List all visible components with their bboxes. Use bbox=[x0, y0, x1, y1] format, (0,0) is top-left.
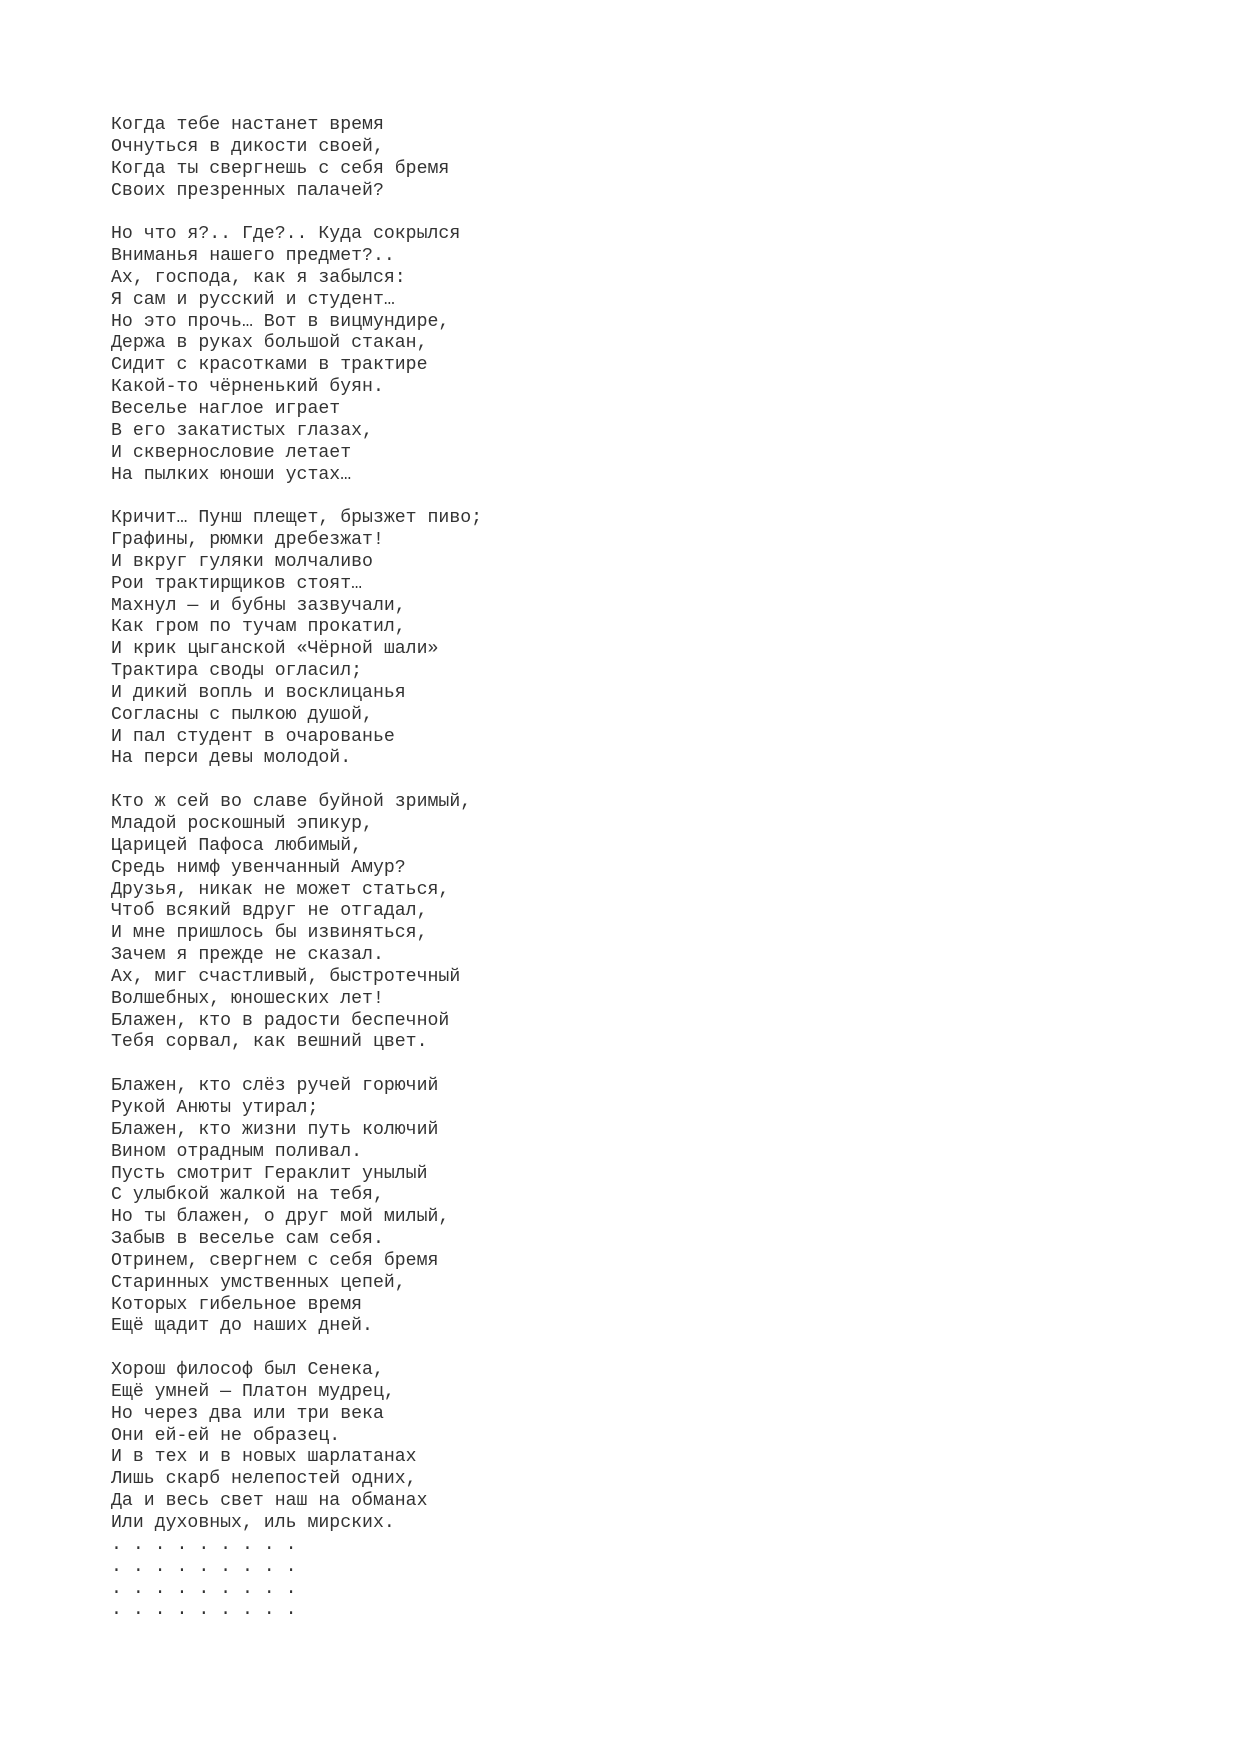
stanza-2 bbox=[111, 224, 1111, 486]
verse-line: Кричит… Пунш плещет, брызжет пиво; bbox=[111, 508, 483, 529]
verse-line: Рои трактирщиков стоят… bbox=[111, 573, 363, 594]
verse-line: Графины, рюмки дребезжат! bbox=[111, 530, 384, 551]
verse-line: Лишь скарб нелепостей одних, bbox=[111, 1469, 417, 1490]
verse-line: Согласны с пылкою душой, bbox=[111, 704, 373, 725]
verse-line: Блажен, кто в радости беспечной bbox=[111, 1010, 450, 1031]
stanza-4 bbox=[111, 792, 1111, 1054]
verse-line: С улыбкой жалкой на тебя, bbox=[111, 1185, 384, 1206]
verse-line: Рукой Анюты утирал; bbox=[111, 1097, 319, 1118]
verse-line: Блажен, кто слёз ручей горючий bbox=[111, 1076, 439, 1097]
verse-line: Сидит с красотками в трактире bbox=[111, 355, 428, 376]
verse-line: Ах, господа, как я забылся: bbox=[111, 267, 406, 288]
verse-line: Вниманья нашего предмет?.. bbox=[111, 246, 395, 267]
verse-line: И мне пришлось бы извиняться, bbox=[111, 923, 428, 944]
verse-line: Но через два или три века bbox=[111, 1403, 384, 1424]
verse-line: Они ей-ей не образец. bbox=[111, 1425, 341, 1446]
verse-line: Ещё щадит до наших дней. bbox=[111, 1316, 373, 1337]
verse-line: Младой роскошный эпикур, bbox=[111, 814, 373, 834]
verse-line: Когда ты свергнешь с себя бремя bbox=[111, 158, 450, 179]
verse-line: Тебя сорвал, как вешний цвет. bbox=[111, 1032, 428, 1053]
verse-line: Очнуться в дикости своей, bbox=[111, 136, 384, 157]
verse-line: И вкруг гуляки молчаливо bbox=[111, 551, 373, 572]
verse-line: В его закатистых глазах, bbox=[111, 420, 373, 441]
verse-line: Когда тебе настанет время bbox=[111, 115, 384, 135]
verse-line: И дикий вопль и восклицанья bbox=[111, 682, 406, 703]
verse-line: На пылких юноши устах… bbox=[111, 464, 352, 485]
verse-line: Забыв в веселье сам себя. bbox=[111, 1229, 384, 1250]
verse-line: Но это прочь… Вот в вицмундире, bbox=[111, 311, 450, 332]
verse-line: Волшебных, юношеских лет! bbox=[111, 988, 384, 1009]
ellipsis-line: . . . . . . . . . bbox=[111, 1556, 297, 1577]
ellipsis-line: . . . . . . . . . bbox=[111, 1534, 297, 1555]
verse-line: Но что я?.. Где?.. Куда сокрылся bbox=[111, 224, 461, 245]
verse-line: Как гром по тучам прокатил, bbox=[111, 617, 406, 638]
verse-line: Отринем, свергнем с себя бремя bbox=[111, 1250, 439, 1271]
verse-line: Трактира своды огласил; bbox=[111, 661, 363, 682]
verse-line: Махнул — и бубны зазвучали, bbox=[111, 595, 406, 616]
verse-line: И пал студент в очарованье bbox=[111, 726, 395, 747]
verse-line: И крик цыганской «Чёрной шали» bbox=[111, 639, 439, 660]
verse-line: Какой-то чёрненький буян. bbox=[111, 377, 384, 398]
verse-line: Веселье наглое играет bbox=[111, 398, 341, 419]
verse-line: Кто ж сей во славе буйной зримый, bbox=[111, 792, 472, 813]
verse-line: Старинных умственных цепей, bbox=[111, 1272, 406, 1293]
stanza-3 bbox=[111, 508, 1111, 770]
stanza-5 bbox=[111, 1076, 1111, 1338]
verse-line: На перси девы молодой. bbox=[111, 748, 352, 769]
verse-line: И сквернословие летает bbox=[111, 442, 352, 463]
verse-line: И в тех и в новых шарлатанах bbox=[111, 1447, 417, 1468]
verse-line: Друзья, никак не может статься, bbox=[111, 879, 450, 900]
verse-line: Блажен, кто жизни путь колючий bbox=[111, 1119, 439, 1140]
ellipsis-line: . . . . . . . . . bbox=[111, 1578, 297, 1599]
verse-line: Своих презренных палачей? bbox=[111, 180, 384, 201]
verse-line: Которых гибельное время bbox=[111, 1294, 363, 1315]
verse-line: Ещё умней — Платон мудрец, bbox=[111, 1381, 395, 1402]
poem-text bbox=[111, 115, 1111, 1622]
verse-line: Но ты блажен, о друг мой милый, bbox=[111, 1207, 450, 1228]
verse-line: Держа в руках большой стакан, bbox=[111, 333, 428, 354]
verse-line: Чтоб всякий вдруг не отгадал, bbox=[111, 901, 428, 922]
verse-line: Я сам и русский и студент… bbox=[111, 289, 395, 310]
stanza-6 bbox=[111, 1360, 1111, 1622]
ellipsis-line: . . . . . . . . . bbox=[111, 1600, 297, 1621]
verse-line: Зачем я прежде не сказал. bbox=[111, 945, 384, 966]
verse-line: Ах, миг счастливый, быстротечный bbox=[111, 966, 461, 987]
stanza-1 bbox=[111, 115, 1111, 202]
verse-line: Или духовных, иль мирских. bbox=[111, 1513, 395, 1533]
verse-line: Пусть смотрит Гераклит унылый bbox=[111, 1163, 428, 1184]
verse-line: Да и весь свет наш на обманах bbox=[111, 1491, 428, 1512]
verse-line: Средь нимф увенчанный Амур? bbox=[111, 857, 406, 878]
verse-line: Вином отрадным поливал. bbox=[111, 1141, 363, 1162]
verse-line: Хорош философ был Сенека, bbox=[111, 1360, 384, 1381]
verse-line: Царицей Пафоса любимый, bbox=[111, 835, 363, 856]
